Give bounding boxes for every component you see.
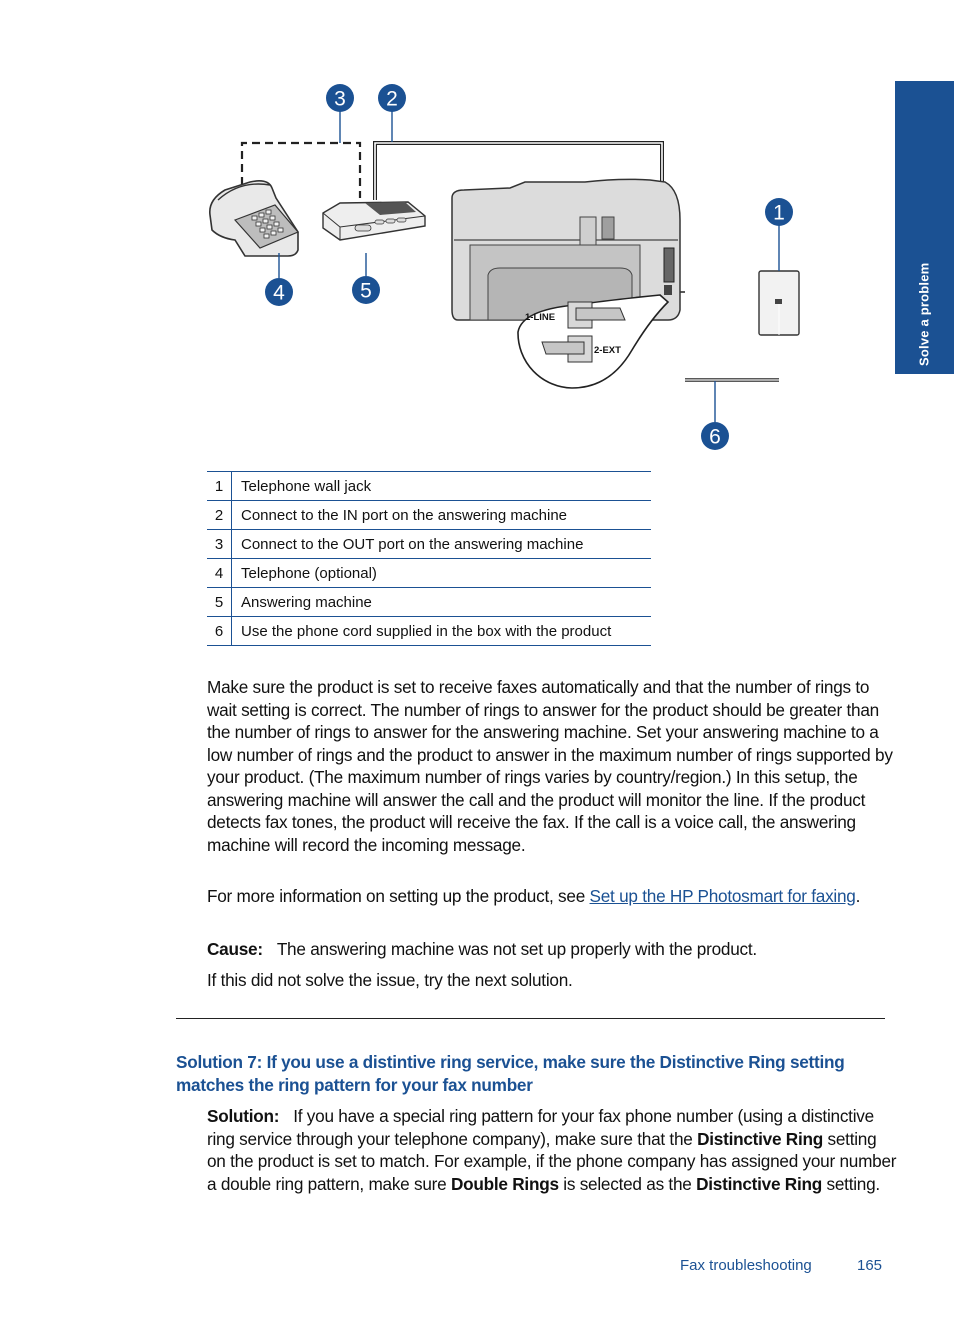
setup-fax-link[interactable]: Set up the HP Photosmart for faxing: [589, 886, 856, 906]
legend-description: Connect to the IN port on the answering machine: [232, 501, 652, 530]
side-tab-label: Solve a problem: [916, 262, 932, 366]
legend-row: [207, 530, 651, 559]
legend-description: Telephone wall jack: [232, 472, 652, 501]
section-divider: [176, 1018, 885, 1019]
callout-3: [326, 84, 354, 112]
solution-text: setting.: [822, 1173, 880, 1194]
footer-section-title: Fax troubleshooting: [680, 1257, 812, 1274]
page-number: 165: [857, 1257, 883, 1274]
legend-number: 3: [207, 530, 232, 559]
legend-number: 4: [207, 559, 232, 588]
more-info-suffix: .: [855, 886, 861, 906]
cause-label: Cause:: [207, 939, 263, 959]
legend-number: 5: [207, 588, 232, 617]
legend-number: 6: [207, 617, 232, 646]
legend-row: [207, 472, 651, 501]
legend-row: [207, 617, 651, 646]
legend-number: 2: [207, 501, 232, 530]
legend-row: [207, 588, 651, 617]
legend-description: Use the phone cord supplied in the box with the product: [232, 617, 652, 646]
callout-4: [265, 278, 293, 306]
solution-text: is selected as the: [558, 1173, 697, 1194]
telephone-illustration: [210, 181, 298, 256]
callout-6: [701, 422, 729, 450]
callout-5-label: 5: [360, 279, 372, 303]
legend-description: Answering machine: [232, 588, 652, 617]
callout-2: [378, 84, 406, 112]
solution-text: setting on the product is set to match. For example, if the phone company has assigned your number a double ring pattern, make sure: [207, 1128, 897, 1194]
legend-table: [207, 471, 651, 646]
callout-6-label: 6: [709, 425, 721, 449]
callout-3-label: 3: [334, 87, 346, 111]
cause-text: The answering machine was not set up properly with the product.: [276, 939, 757, 959]
setup-paragraph: Make sure the product is set to receive faxes automatically and that the number of rings to wait setting is correct. The number of rings to answer for the product should be greater than the number of rings to answer for the answering machine. Set your answering machine to a low number of rings and the product to answer in the maximum number of rings supported by your product. (The maximum number of rings varies by country/region.) In this setup, the answering machine will answer the call and the product will monitor the line. If the product detects fax tones, the product will receive the fax. If the call is a voice call, the answering machine will record the incoming message.: [207, 677, 893, 855]
legend-description: Connect to the OUT port on the answering machine: [232, 530, 652, 559]
next-solution-text: If this did not solve the issue, try the next solution.: [207, 970, 573, 990]
callout-2-label: 2: [386, 87, 398, 111]
callout-4-label: 4: [273, 281, 285, 305]
callout-1-label: 1: [773, 201, 785, 225]
solution-7-paragraph: [207, 1105, 897, 1195]
double-rings-term: Double Rings: [450, 1173, 559, 1194]
port-label-line: 1-LINE: [525, 312, 556, 323]
more-info-prefix: For more information on setting up the product, see: [207, 886, 590, 906]
solution-7-heading: Solution 7: If you use a distintive ring service, make sure the Distinctive Ring setting matches the ring pattern for your fax number: [176, 1052, 845, 1095]
connection-diagram: [180, 70, 860, 460]
legend-number: 1: [207, 472, 232, 501]
wall-jack-illustration: [759, 271, 799, 335]
solution-label: Solution:: [207, 1106, 280, 1126]
legend-row: [207, 501, 651, 530]
answering-machine-illustration: [323, 202, 425, 240]
side-tab: [895, 81, 954, 374]
legend-row: [207, 559, 651, 588]
distinctive-ring-term: Distinctive Ring: [697, 1128, 823, 1149]
port-label-ext: 2-EXT: [594, 345, 621, 356]
legend-description: Telephone (optional): [232, 559, 652, 588]
solution-text: If you have a special ring pattern for your fax phone number (using a distinctive ring service through your telephone company), make sure that the: [207, 1106, 874, 1149]
callout-5: [352, 276, 380, 304]
cause-paragraph: [207, 938, 897, 961]
more-info-paragraph: [207, 885, 897, 908]
distinctive-ring-term: Distinctive Ring: [696, 1173, 822, 1194]
callout-1: [765, 198, 793, 226]
